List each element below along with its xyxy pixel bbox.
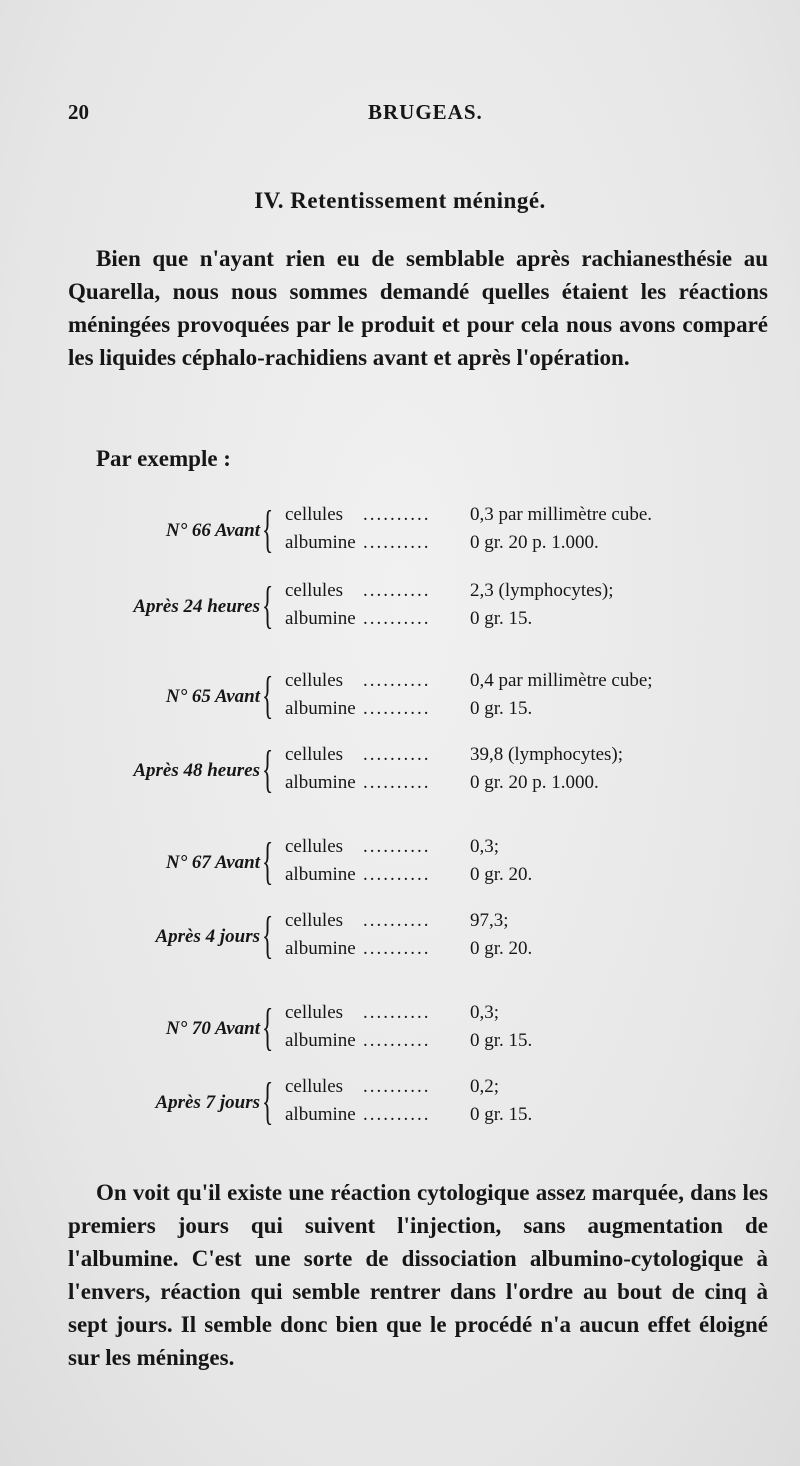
row-name: albumine [285,1030,356,1051]
row-name: albumine [285,1104,356,1125]
row-value: 0 gr. 15. [470,608,533,629]
row-name: albumine [285,532,356,553]
row-value: 39,8 (lymphocytes); [470,744,624,765]
row-name: cellules [285,580,344,601]
entry-label: N° 67 Avant [165,852,260,873]
leader-dots: .......... [363,608,431,629]
csf-entry [0,833,800,892]
csf-entry [0,667,800,726]
conclusion-paragraph: On voit qu'il existe une réaction cytologique assez marquée, dans les premiers jours qui suivent l'injection, sans augmentation de l'albumine. C'est une sorte de dissociation albumino-cytologique à l'envers, réaction qui semble rentrer dans l'ordre au bout de cinq à sept jours. Il semble donc bien que le procédé n'a aucun effet éloigné sur les méninges. [68,1180,768,1370]
row-value: 0,3; [470,836,500,857]
leader-dots: .......... [363,670,431,691]
row-value: 0 gr. 20. [470,938,533,959]
row-name: albumine [285,698,356,719]
example-lead: Par exemple : [96,446,231,471]
section-title: IV. Retentissement méningé. [254,188,546,213]
csf-entry [0,907,800,966]
entry-label: Après 7 jours [155,1092,260,1113]
leader-dots: .......... [363,504,431,525]
leader-dots: .......... [363,698,431,719]
entry-label: Après 48 heures [133,760,260,781]
row-value: 0 gr. 15. [470,1104,533,1125]
leader-dots: .......... [363,836,431,857]
row-value: 0,3; [470,1002,500,1023]
row-name: albumine [285,864,356,885]
row-name: albumine [285,772,356,793]
brace-mark: { [262,501,274,558]
row-name: cellules [285,744,344,765]
leader-dots: .......... [363,938,431,959]
row-name: cellules [285,910,344,931]
csf-entry [0,501,800,560]
row-name: cellules [285,670,344,691]
row-value: 0,4 par millimètre cube; [470,670,653,691]
row-name: cellules [285,836,344,857]
row-value: 0 gr. 20. [470,864,533,885]
row-value: 0,2; [470,1076,500,1097]
brace-mark: { [262,667,274,724]
row-name: cellules [285,504,344,525]
leader-dots: .......... [363,1030,431,1051]
brace-mark: { [262,999,274,1056]
entry-label: N° 66 Avant [165,520,260,541]
running-header [68,100,768,130]
csf-entry [0,741,800,800]
leader-dots: .......... [363,1104,431,1125]
row-name: albumine [285,938,356,959]
running-title: BRUGEAS. [368,100,483,124]
leader-dots: .......... [363,1002,431,1023]
row-value: 0 gr. 20 p. 1.000. [470,532,599,553]
row-name: cellules [285,1076,344,1097]
row-name: albumine [285,608,356,629]
leader-dots: .......... [363,1076,431,1097]
brace-mark: { [262,907,274,964]
leader-dots: .......... [363,580,431,601]
entry-label: Après 24 heures [133,596,260,617]
brace-mark: { [262,577,274,634]
intro-paragraph: Bien que n'ayant rien eu de semblable après rachianesthésie au Quarella, nous nous sommes demandé quelles étaient les réactions méningées provoquées par le produit et pour cela nous avons comparé les liquides céphalo-rachidiens avant et après l'opération. [68,246,768,370]
brace-mark: { [262,741,274,798]
row-value: 0 gr. 15. [470,1030,533,1051]
entry-label: N° 70 Avant [165,1018,260,1039]
brace-mark: { [262,833,274,890]
brace-mark: { [262,1073,274,1130]
leader-dots: .......... [363,910,431,931]
entry-label: N° 65 Avant [165,686,260,707]
entry-label: Après 4 jours [155,926,260,947]
leader-dots: .......... [363,744,431,765]
csf-entry [0,1073,800,1132]
page-number: 20 [68,100,89,124]
row-value: 0 gr. 20 p. 1.000. [470,772,599,793]
row-value: 2,3 (lymphocytes); [470,580,614,601]
row-name: cellules [285,1002,344,1023]
leader-dots: .......... [363,532,431,553]
leader-dots: .......... [363,772,431,793]
leader-dots: .......... [363,864,431,885]
csf-entry [0,577,800,636]
row-value: 0,3 par millimètre cube. [470,504,653,525]
row-value: 97,3; [470,910,509,931]
row-value: 0 gr. 15. [470,698,533,719]
csf-entry [0,999,800,1058]
